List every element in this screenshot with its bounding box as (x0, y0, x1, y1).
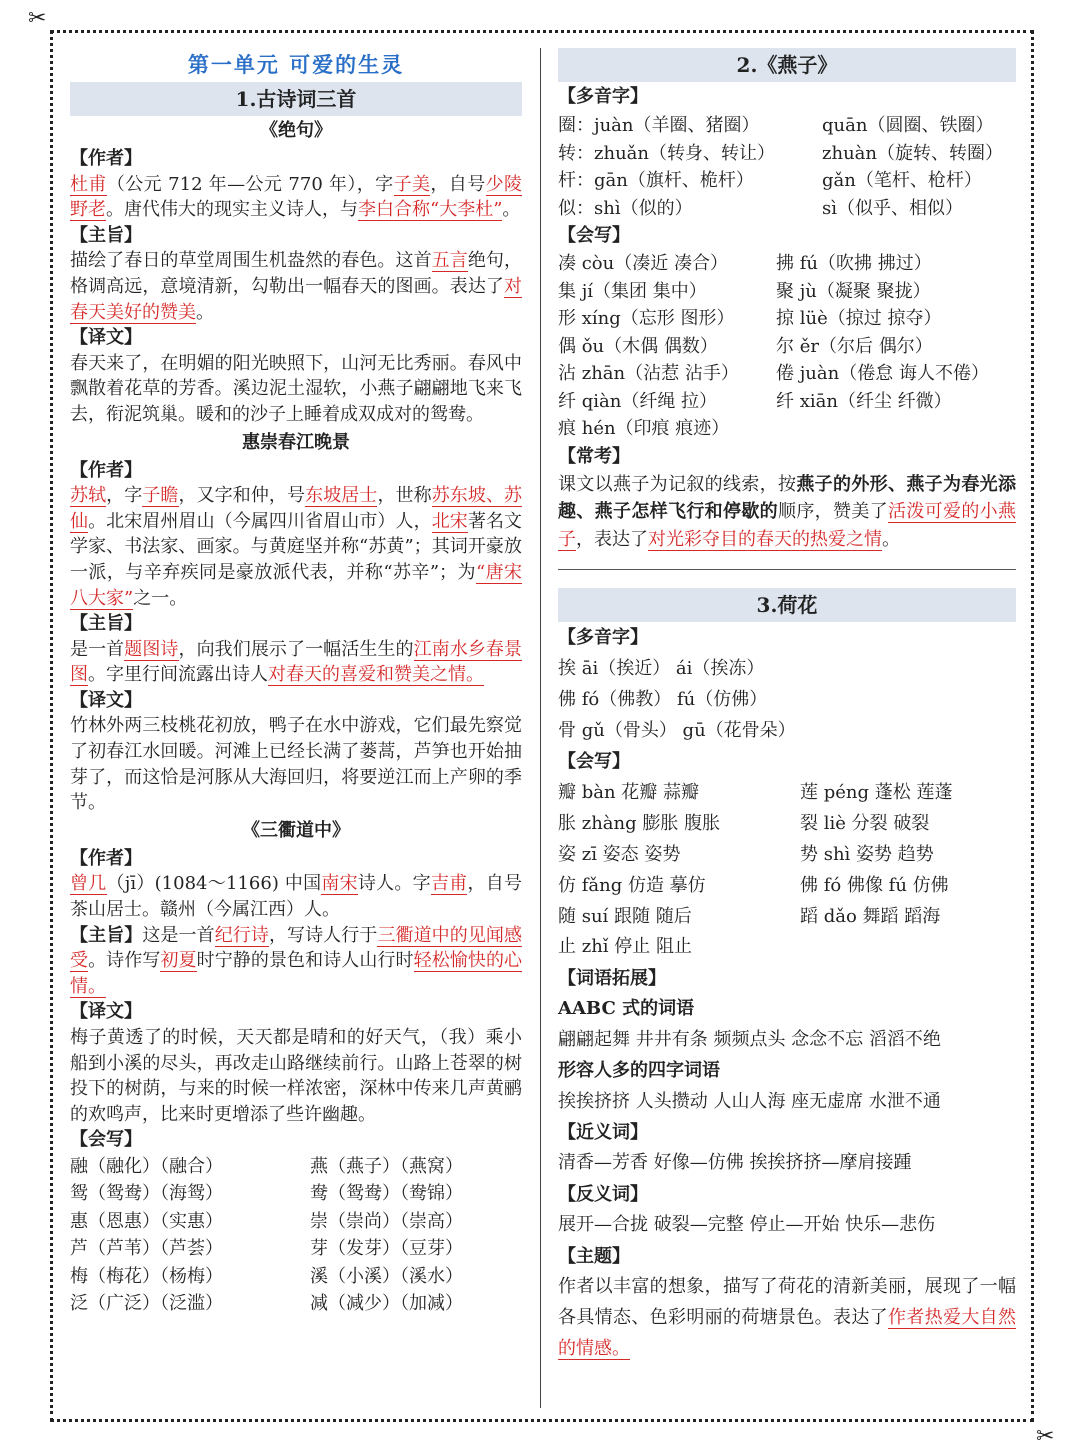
section-heading: 【主旨】 (70, 613, 142, 635)
topic-text: 作者以丰富的想象，描写了荷花的清新美丽，展现了一幅各具情态、色彩明丽的荷塘景色。表达了作者热爱大自然的情感。 (558, 1275, 1016, 1359)
theme-text: 描绘了春日的草堂周围生机盎然的春色。这首五言绝句，格调高远，意境清新，勾勒出一幅春天的图画。表达了对春天美好的赞美。 (70, 250, 523, 323)
word-list: 挨挨挤挤 人头攒动 人山人海 座无虚席 水泄不通 (558, 1090, 941, 1112)
list-item: 芽（发芽）（豆芽） (310, 1238, 463, 1260)
list-item: 胀 zhàng 膨胀 腹胀 (558, 813, 721, 835)
write-list (558, 250, 1016, 443)
polyphone-list (558, 112, 1016, 222)
list-item: 拂 fú（吹拂 拂过） (776, 253, 932, 274)
section-heading: 【主题】 (558, 1245, 630, 1267)
translation-text: 春天来了，在明媚的阳光映照下，山河无比秀丽。春风中飘散着花草的芳香。溪边泥土湿软，小燕子翩翩地飞来飞去，衔泥筑巢。暖和的沙子上睡着成双成对的鸳鸯。 (70, 352, 522, 425)
list-item: 仿 fǎng 仿造 摹仿 (558, 874, 706, 896)
list-item: 纤 xiān（纤尘 纤微） (776, 390, 952, 412)
section-heading: 【常考】 (558, 445, 630, 467)
lesson-title: 3.荷花 (558, 588, 1016, 622)
section-heading: 【会写】 (70, 1129, 142, 1151)
list-item: 梅（梅花）（杨梅） (70, 1265, 223, 1287)
list-item: 止 zhǐ 停止 阻止 (558, 936, 692, 958)
list-item: 莲 péng 蓬松 莲蓬 (800, 782, 953, 804)
column-divider (540, 48, 541, 1408)
list-item: 挨 āi（挨近） ái（挨冻） (558, 658, 765, 679)
author-text: 杜甫（公元 712 年—公元 770 年），字子美，自号少陵野老。唐代伟大的现实主义诗人，与李白合称“大李杜”。 (70, 173, 523, 221)
poem-title: 《绝句》 (260, 120, 332, 141)
section-heading: 【作者】 (70, 148, 142, 169)
list-item: 纤 qiàn（纤绳 拉） (558, 390, 718, 412)
subheading: 形容人多的四字词语 (558, 1059, 720, 1081)
translation-text: 竹林外两三枝桃花初放，鸭子在水中游戏，它们最先察觉了初春江水回暖。河滩上已经长满了蒌蒿，芦笋也开始抽芽了，而这恰是河豚从大海回归，将要逆江而上产卵的季节。 (70, 715, 522, 814)
list-item: 蹈 dǎo 舞蹈 蹈海 (800, 905, 941, 927)
translation-text: 梅子黄透了的时候，天天都是晴和的好天气，（我）乘小船到小溪的尽头，再改走山路继续前行。山路上苍翠的树投下的树荫，与来的时候一样浓密，深林中传来几声黄鹂的欢鸣声，比来时更增添了些许幽趣。 (70, 1027, 522, 1125)
poem-title: 惠崇春江晚景 (242, 431, 350, 453)
list-item: gǎn（笔杆、枪杆） (822, 170, 982, 191)
list-item: 凑 còu（凑近 凑合） (558, 253, 728, 274)
list-item: 掠 lüè（掠过 掠夺） (776, 308, 942, 329)
list-item: 裂 liè 分裂 破裂 (800, 813, 930, 835)
section-heading: 【近义词】 (558, 1122, 648, 1144)
list-item: 转：zhuǎn（转身、转让） (558, 142, 775, 164)
author-text: 苏轼，字子瞻，又字和仲，号东坡居士，世称苏东坡、苏仙。北宋眉州眉山（今属四川省眉山市）人，北宋著名文学家、书法家、画家。与黄庭坚并称“苏黄”；其词开豪放一派，与辛弃疾同是豪放派代表，并称“苏辛”；为“唐宋八大家”之一。 (70, 485, 523, 609)
list-item: 佛 fó 佛像 fú 仿佛 (800, 874, 949, 896)
list-item: sì（似乎、相似） (822, 197, 963, 219)
list-item: 聚 jù（凝聚 聚拢） (776, 280, 931, 302)
list-item: 势 shì 姿势 趋势 (800, 843, 934, 865)
list-item (776, 415, 1016, 443)
list-item: 崇（崇尚）（崇高） (310, 1210, 463, 1232)
section-heading: 【译文】 (70, 1001, 142, 1023)
list-item: 偶 ǒu（木偶 偶数） (558, 335, 718, 357)
section-heading: 【作者】 (70, 459, 142, 481)
right-column (558, 48, 1016, 1364)
list-item: quān（圆圈、铁圈） (822, 115, 994, 136)
theme-text: 是一首题图诗，向我们展示了一幅活生生的江南水乡春景图。字里行间流露出诗人对春天的喜爱和赞美之情。 (70, 638, 523, 686)
scissors-icon: ✂ (28, 6, 47, 31)
list-item: 燕（燕子）（燕窝） (310, 1155, 463, 1177)
list-item: 减（减少）（加减） (310, 1293, 463, 1315)
antonym-list: 展开—合拢 破裂—完整 停止—开始 快乐—悲伤 (558, 1214, 936, 1236)
scissors-icon: ✂ (1036, 1424, 1055, 1449)
lesson-title: 2.《燕子》 (558, 48, 1016, 82)
list-item: 随 suí 跟随 随后 (558, 905, 692, 927)
list-item: 痕 hén（印痕 痕迹） (558, 418, 730, 439)
exam-text: 课文以燕子为记叙的线索，按燕子的外形、燕子为春光添趣、燕子怎样飞行和停歇的顺序，赞美了活泼可爱的小燕子，表达了对光彩夺目的春天的热爱之情。 (558, 473, 1017, 550)
list-item: 鸳（鸳鸯）（海鸳） (70, 1183, 223, 1205)
list-item: 沾 zhān（沾惹 沾手） (558, 363, 739, 384)
section-heading: 【译文】 (70, 327, 142, 349)
lesson-title: 1.古诗词三首 (70, 82, 522, 116)
list-item: 形 xíng（忘形 图形） (558, 308, 735, 329)
list-item: 姿 zī 姿态 姿势 (558, 843, 681, 865)
list-item: 佛 fó（佛教） fú（仿佛） (558, 688, 768, 710)
list-item: zhuàn（旋转、转圈） (822, 142, 1003, 164)
author-text: 曾几（jī）(1084～1166) 中国南宋诗人。字吉甫，自号茶山居士。赣州（今属江西）人。 (70, 873, 523, 921)
section-heading: 【作者】 (70, 847, 142, 869)
theme-text: 【主旨】这是一首纪行诗，写诗人行于三衢道中的见闻感受。诗作写初夏时宁静的景色和诗人山行时轻松愉快的心情。 (70, 924, 523, 997)
section-heading: 【多音字】 (558, 86, 648, 107)
section-heading: 【会写】 (558, 225, 630, 246)
list-item: 融（融化）（融合） (70, 1155, 223, 1177)
list-item: 骨 gǔ（骨头） gū（花骨朵） (558, 719, 796, 741)
list-item: 尔 ěr（尔后 偶尔） (776, 335, 933, 357)
subheading: AABC 式的词语 (558, 998, 695, 1020)
list-item: 倦 juàn（倦怠 诲人不倦） (776, 363, 989, 384)
list-item: 圈：juàn（羊圈、猪圈） (558, 115, 760, 136)
list-item: 泛（广泛）（泛滥） (70, 1293, 223, 1315)
write-list (70, 1153, 522, 1318)
section-heading: 【多音字】 (558, 627, 648, 648)
poem-title: 《三衢道中》 (242, 819, 350, 841)
synonym-list: 清香—芳香 好像—仿佛 挨挨挤挤—摩肩接踵 (558, 1152, 912, 1174)
list-item (800, 932, 1016, 963)
word-list: 翩翩起舞 井井有条 频频点头 念念不忘 滔滔不绝 (558, 1028, 941, 1050)
left-column (70, 48, 522, 1318)
list-item: 溪（小溪）（溪水） (310, 1265, 463, 1287)
unit-title: 第一单元 可爱的生灵 (187, 52, 405, 77)
section-heading: 【会写】 (558, 751, 630, 773)
list-item: 杆：gān（旗杆、桅杆） (558, 170, 754, 191)
section-heading: 【反义词】 (558, 1184, 648, 1206)
section-heading: 【词语拓展】 (558, 968, 666, 990)
list-item: 芦（芦苇）（芦荟） (70, 1238, 223, 1260)
list-item: 似：shì（似的） (558, 197, 693, 219)
list-item: 惠（恩惠）（实惠） (70, 1210, 223, 1232)
section-heading: 【译文】 (70, 689, 142, 711)
list-item: 集 jí（集团 集中） (558, 280, 707, 302)
section-divider (558, 569, 1016, 570)
list-item: 鸯（鸳鸯）（鸯锦） (310, 1183, 463, 1205)
write-list (558, 778, 1016, 963)
section-heading: 【主旨】 (70, 224, 142, 246)
list-item: 瓣 bàn 花瓣 蒜瓣 (558, 782, 700, 804)
